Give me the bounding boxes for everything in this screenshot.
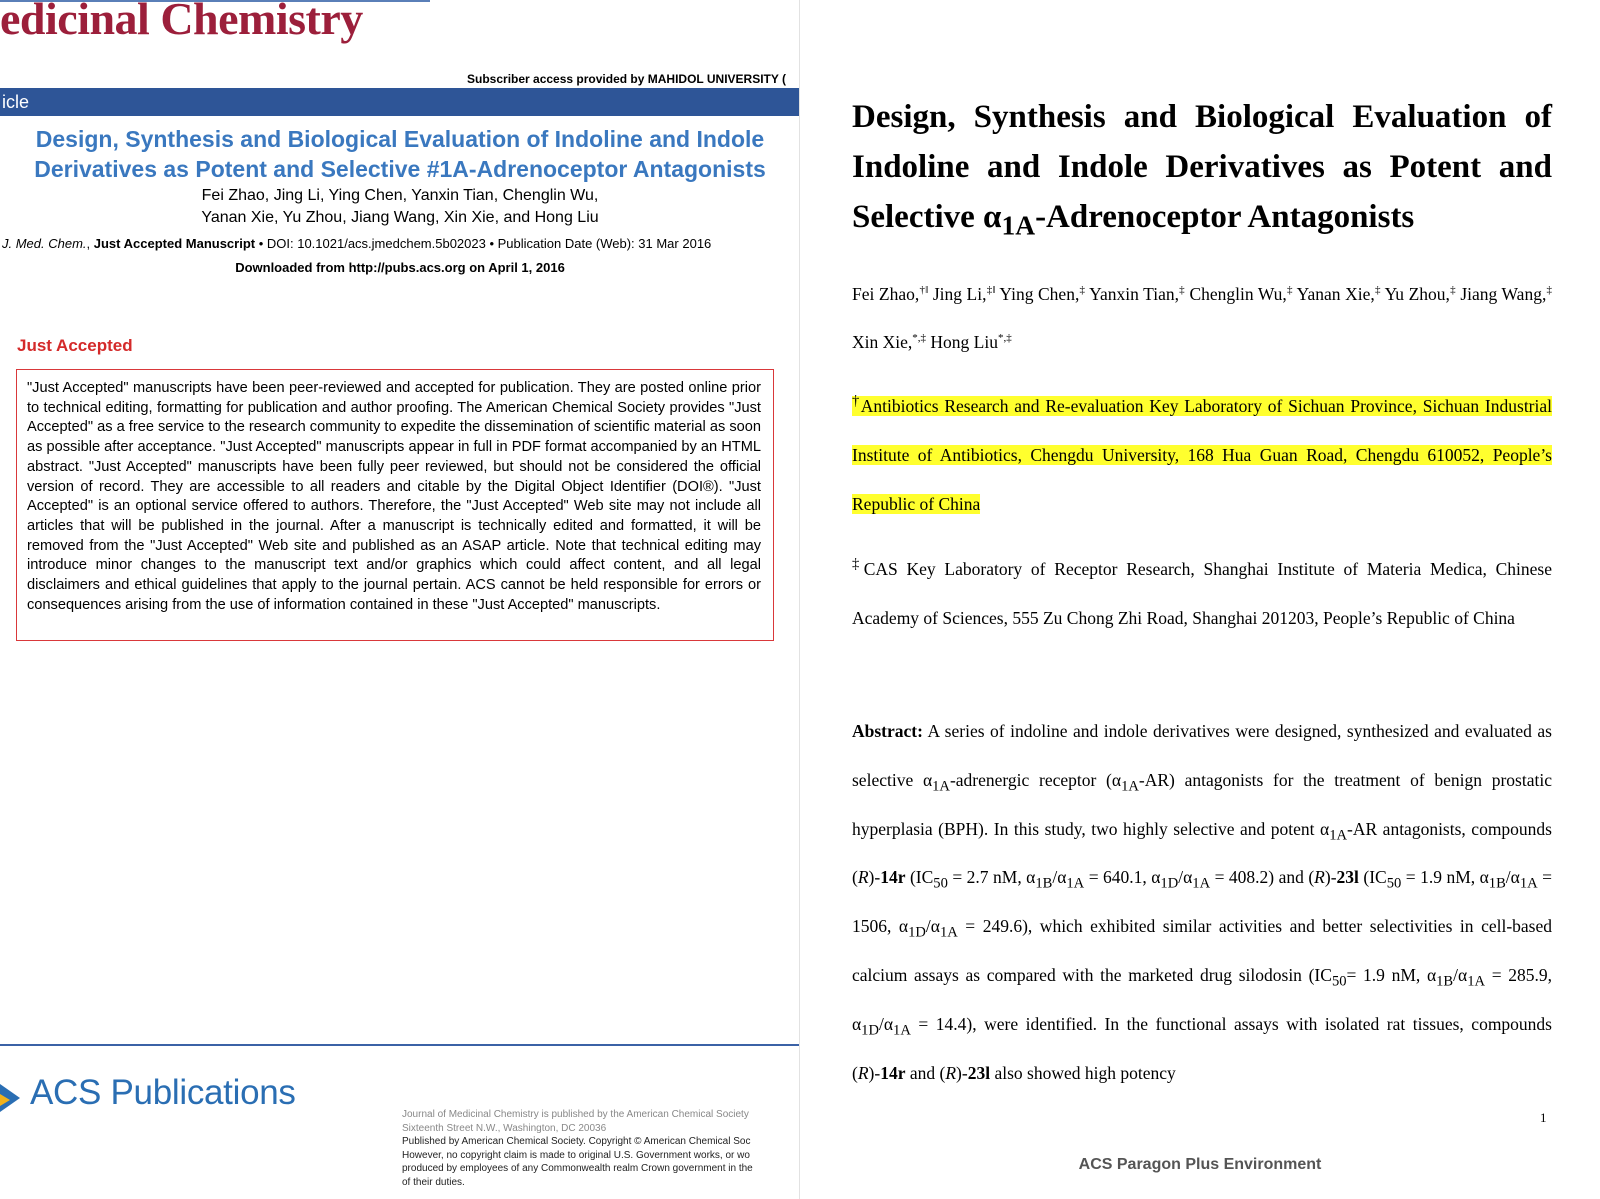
manuscript-title-line: Design, Synthesis and Biological Evaluation of [852,99,1552,135]
abstract-text: )- [868,867,881,888]
acs-logo-icon[interactable] [0,1080,26,1120]
author-affiliation-mark: ‡ [1546,284,1553,297]
author-affiliation-mark: ‡ [1374,284,1381,297]
just-accepted-heading: Just Accepted [17,336,133,355]
subscript: 1D [861,1022,879,1039]
abstract-text: = 14.4), were identified. In the functional assays with isolated rat tissues, compounds ( [852,1013,1552,1083]
subscript: 1B [1035,875,1053,892]
abstract-text: and ( [905,1062,946,1083]
citation-status: Just Accepted Manuscript [93,236,256,251]
author-name: Xin Xie, [852,332,913,352]
subscript: 1A [1519,875,1538,892]
footer-line: produced by employees of any Commonwealth realm Crown government in the [402,1163,753,1174]
abstract-text: A series of indoline and indole derivatives were designed, synthesized and evaluated as selective α [852,721,1552,790]
compound-label: 23l [967,1062,991,1083]
banner-label: icle [2,92,30,112]
downloaded-line: Downloaded from http://pubs.acs.org on April 1, 2016 [235,260,565,275]
author-affiliation-mark: *,‡ [912,332,927,345]
subscript: 1A [1121,778,1139,795]
paragon-footer: ACS Paragon Plus Environment [1078,1156,1322,1173]
author-affiliation-mark: ‡ [1178,284,1185,297]
abstract-text: = 1.9 nM, α [1401,867,1489,888]
author-name: Chenglin Wu, [1184,284,1287,304]
manuscript-page [800,0,1600,1199]
compound-label: 14r [880,1062,906,1083]
footer-line: Journal of Medicinal Chemistry is published by the American Chemical Society [402,1109,749,1120]
abstract-text: /α [925,916,940,937]
abstract-text: = 408.2) and ( [1210,867,1315,888]
citation-line [2,236,711,251]
just-accepted-notice: "Just Accepted" manuscripts have been peer-reviewed and accepted for publication. They are posted online prior to technical editing, formatting for publication and author proofing. The American Chemical Society provides "Just Accepted" as a free service to the research community to expedite the dissemination of scientific material as soon as possible after acceptance. "Just Accepted" manuscripts appear in full in PDF format accompanied by an HTML abstract. "Just Accepted" manuscripts have been fully peer reviewed, but should not be considered the official version of record. They are accessible to all readers and citable by the Digital Object Identifier (DOI®). "Just Accepted" is an optional service offered to authors. Therefore, the "Just Accepted" Web site may not include all articles that will be published in the journal. After a manuscript is technically edited and formatted, it will be removed from the "Just Accepted" Web site and published as an ASAP article. Note that technical editing may introduce minor changes to the manuscript text and/or graphics which could affect content, and all legal disclaimers and ethical guidelines that apply to the journal pertain. ACS cannot be held responsible for errors or consequences arising from the use of information contained in these "Just Accepted" manuscripts. [16,369,774,641]
author-name: Ying Chen, [995,284,1080,304]
abstract-label: Abstract: [852,721,923,741]
subscript: 50 [1331,973,1347,990]
cover-title-line: Derivatives as Potent and Selective #1A-Adrenoceptor Antagonists [34,156,766,182]
subscript: 1B [1436,973,1454,990]
author-name: Fei Zhao, [852,284,920,304]
footer-line: However, no copyright claim is made to original U.S. Government works, or wo [402,1149,750,1161]
page-divider [799,0,800,1199]
author-affiliation-mark: †‖ [919,284,929,297]
publisher-footer [402,1108,800,1189]
author-name: Yanxin Tian, [1085,284,1179,304]
bottom-rule [0,1044,800,1046]
abstract-text: -adrenergic receptor (α [949,769,1122,790]
abstract [852,707,1552,1097]
author-name: Hong Liu [926,332,998,352]
subscript: 1D [908,924,926,941]
author-affiliation-mark: ‡ [1286,284,1293,297]
abstract-text: (IC [1358,867,1387,888]
subscript: 1A [1192,875,1211,892]
cover-title-line: Design, Synthesis and Biological Evaluation of Indoline and Indole [35,126,765,152]
manuscript-title [852,92,1552,242]
abstract-text: /α [1052,867,1067,888]
abstract-text: = 640.1, α [1084,867,1161,888]
manuscript-title-line [852,192,1552,242]
citation-doi[interactable]: • DOI: 10.1021/acs.jmedchem.5b02023 • Publication Date (Web): 31 Mar 2016 [255,236,712,251]
cover-title[interactable] [0,124,800,184]
title-subscript: 1A [1001,209,1036,241]
article-banner [0,88,800,116]
footer-line: Sixteenth Street N.W., Washington, DC 20036 [402,1122,607,1134]
subscript: 1A [939,924,958,941]
abstract-text: = 285.9, α [852,964,1552,1034]
abstract-text: -AR) antagonists for the treatment of benign prostatic hyperplasia (BPH). In this study, two highly selective and potent α [852,769,1552,839]
subscript: 1A [1467,973,1486,990]
abstract-text: /α [1453,964,1468,985]
subscript: 50 [1386,875,1402,892]
subscript: 1A [932,778,950,795]
page-number: 1 [1540,1110,1547,1125]
author-affiliation-mark: ‡ [1079,284,1086,297]
subscript: 1D [1160,875,1179,892]
title-fragment: -Adrenoceptor Antagonists [1035,199,1415,235]
affiliation-text: Antibiotics Research and Re-evaluation Key Laboratory of Sichuan Province, Sichuan Industrial Institute of Antibiotics, Chengdu University, 168 Hua Guan Road, Chengdu 610052, People’s Republic of China [852,396,1553,514]
affiliation-1 [852,382,1552,529]
abstract-text: )- [956,1062,968,1083]
compound-label: 23l [1336,867,1359,888]
author-affiliation-mark: *,‡ [997,332,1012,345]
compound-label: 14r [880,867,906,888]
footer-line: of their duties. [402,1176,465,1188]
affiliation-mark: † [852,393,861,410]
stereo-descriptor: R [857,1062,869,1083]
subscript: 1B [1488,875,1506,892]
citation-journal: J. Med. Chem. [2,236,87,251]
affiliation-text: CAS Key Laboratory of Receptor Research, Shanghai Institute of Materia Medica, Chinese Academy of Sciences, 555 Zu Chong Zhi Road, Shanghai 201203, People’s Republic of China [852,559,1552,628]
manuscript-title-line: Indoline and Indole Derivatives as Potent and [852,149,1552,185]
subscript: 1A [893,1022,911,1039]
abstract-text: /α [1505,867,1520,888]
cover-authors-line: Yanan Xie, Yu Zhou, Jiang Wang, Xin Xie, and Hong Liu [201,209,599,226]
abstract-text: /α [879,1013,894,1034]
cover-authors-line: Fei Zhao, Jing Li, Ying Chen, Yanxin Tian, Chenglin Wu, [201,187,599,204]
subscriber-access: Subscriber access provided by MAHIDOL UNIVERSITY ( [467,72,786,86]
title-fragment: Selective α [852,199,1002,235]
citation-sep: , [86,236,94,251]
abstract-text: /α [1178,867,1193,888]
author-affiliation-mark: ‡ [1449,284,1456,297]
affiliation-2 [852,545,1552,642]
abstract-text: = 249.6), which exhibited similar activities and better selectivities in cell-based calcium assays as compared with the marketed drug silodosin (IC [852,916,1552,985]
affiliation-mark: ‡ [852,556,864,573]
abstract-text: -AR antagonists, compounds ( [852,818,1552,888]
manuscript-authors [852,270,1552,366]
abstract-text: also showed high potency [990,1062,1176,1083]
abstract-text: )- [1324,867,1337,888]
abstract-text: (IC [905,867,934,888]
abstract-text: = 2.7 nM, α [947,867,1036,888]
subscript: 50 [933,875,948,892]
author-name: Jing Li, [928,284,987,304]
author-name: Jiang Wang, [1455,284,1547,304]
abstract-text: = 1.9 nM, α [1346,964,1437,985]
subscript: 1A [1329,827,1348,844]
highlighted-affiliation [852,393,1553,514]
acs-publications-brand[interactable]: ACS Publications [30,1073,296,1112]
cover-authors [0,185,800,229]
abstract-text: )- [868,1062,881,1083]
subscript: 1A [1066,875,1085,892]
author-affiliation-mark: ‡‖ [986,284,996,297]
author-name: Yanan Xie, [1292,284,1375,304]
footer-line: Published by American Chemical Society. Copyright © American Chemical Soc [402,1136,751,1147]
abstract-text: = 1506, α [852,867,1552,937]
author-name: Yu Zhou, [1380,284,1450,304]
stereo-descriptor: R [857,867,869,888]
journal-name: edicinal Chemistry [0,0,363,44]
stereo-descriptor: R [945,1062,957,1083]
stereo-descriptor: R [1314,867,1325,888]
